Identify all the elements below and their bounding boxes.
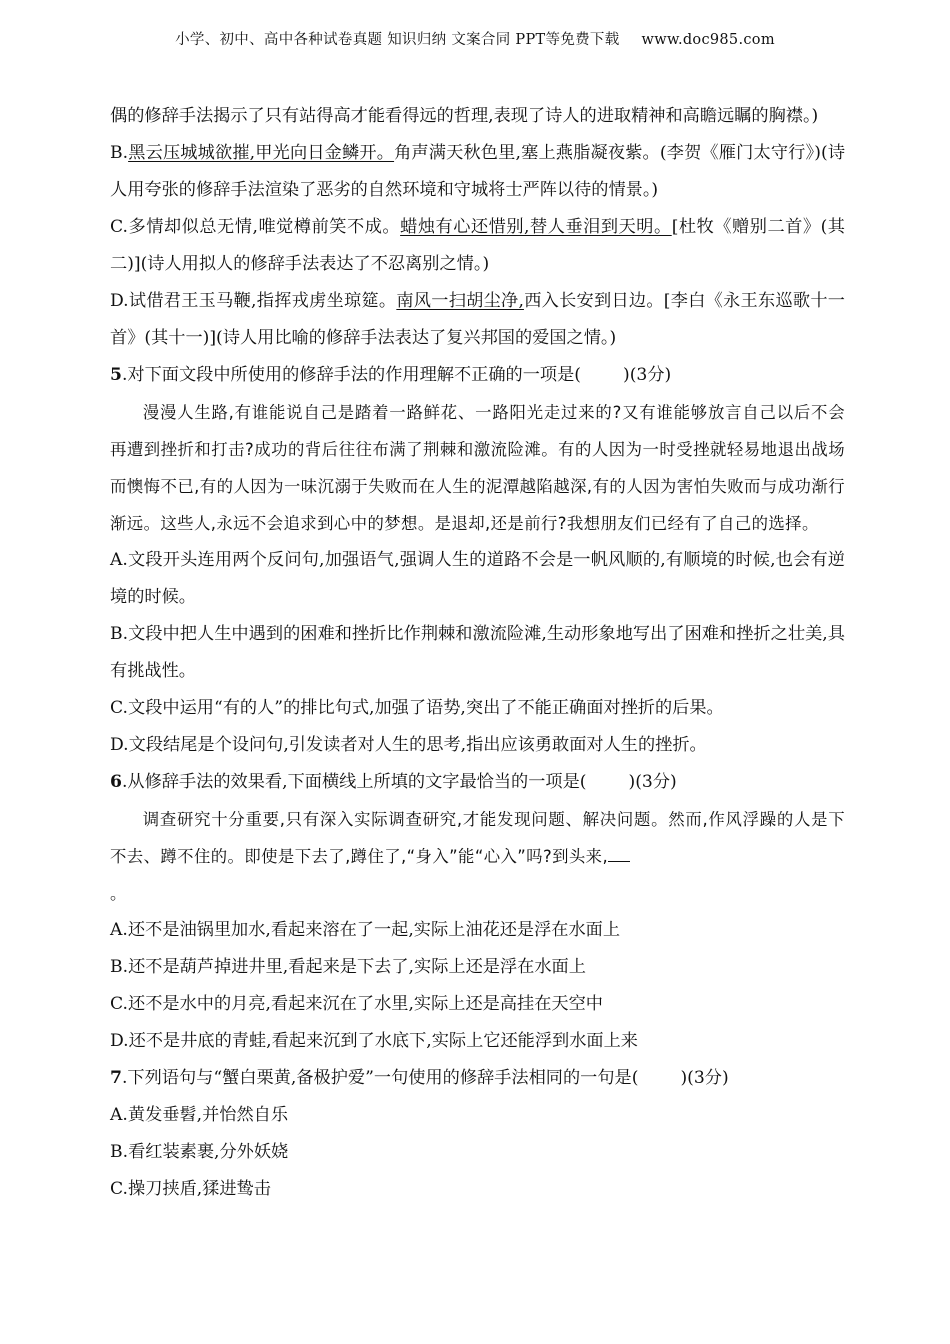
- q4-c-underlined: 蜡烛有心还惜别,替人垂泪到天明。: [400, 217, 672, 237]
- q6-stem-text: .从修辞手法的效果看,下面横线上所填的文字最恰当的一项是(: [121, 772, 587, 792]
- q5-option-a: A.文段开头连用两个反问句,加强语气,强调人生的道路不会是一帆风顺的,有顺境的时候,也会有逆境的时候。: [110, 550, 845, 607]
- q6-option-d: D.还不是井底的青蛙,看起来沉到了水底下,实际上它还能浮到水面上来: [110, 1031, 638, 1051]
- q6-stem-tail: )(3分): [628, 772, 677, 792]
- q4-c-pre: C.多情却似总无情,唯觉樽前笑不成。: [110, 217, 401, 237]
- header-url[interactable]: www.doc985.com: [641, 32, 775, 48]
- q4-c-rest: [杜牧《赠别二首》(其二)](诗人用拟人的修辞手法表达了不忍离别之情。): [110, 217, 845, 274]
- q5-stem-tail: )(3分): [623, 365, 672, 385]
- q6-option-b: B.还不是葫芦掉进井里,看起来是下去了,实际上还是浮在水面上: [110, 957, 586, 977]
- q5-stem: [110, 357, 845, 394]
- q4-option-b: [110, 135, 845, 209]
- q6-option-a: A.还不是油锅里加水,看起来溶在了一起,实际上油花还是浮在水面上: [110, 920, 621, 940]
- q5-passage: 漫漫人生路,有谁能说自己是踏着一路鲜花、一路阳光走过来的?又有谁能够放言自己以后不会再遭到挫折和打击?成功的背后往往布满了荆棘和激流险滩。有的人因为一时受挫就轻易地退出战场而懊悔不已,有的人因为一味沉溺于失败而在人生的泥潭越陷越深,有的人因为害怕失败而与成功渐行渐远。这些人,永远不会追求到心中的梦想。是退却,还是前行?我想朋友们已经有了自己的选择。: [110, 403, 845, 533]
- q5-stem-text: .对下面文段中所使用的修辞手法的作用理解不正确的一项是(: [121, 365, 582, 385]
- q6-stem: [110, 764, 845, 801]
- q7-option-b: B.看红装素裹,分外妖娆: [110, 1142, 289, 1162]
- q7-stem: [110, 1060, 845, 1097]
- q5-option-d: D.文段结尾是个设问句,引发读者对人生的思考,指出应该勇敢面对人生的挫折。: [110, 735, 707, 755]
- q6-option-c: C.还不是水中的月亮,看起来沉在了水里,实际上还是高挂在天空中: [110, 994, 603, 1014]
- q6-number: 6: [110, 772, 122, 792]
- document-body: [110, 98, 845, 1208]
- q4-d-pre: D.试借君王玉马鞭,指挥戎虏坐琼筵。: [110, 291, 397, 311]
- q7-option-a: A.黄发垂髫,并怡然自乐: [110, 1105, 289, 1125]
- page-header: [0, 28, 950, 49]
- header-text: 小学、初中、高中各种试卷真题 知识归纳 文案合同 PPT等免费下载: [175, 32, 620, 48]
- q4-option-d: [110, 283, 845, 357]
- q5-option-c: C.文段中运用“有的人”的排比句式,加强了语势,突出了不能正确面对挫折的后果。: [110, 698, 724, 718]
- q7-number: 7: [110, 1068, 122, 1088]
- q5-number: 5: [110, 365, 122, 385]
- q4-d-underlined: 南风一扫胡尘净,: [396, 291, 524, 311]
- q4-b-underlined: 黑云压城城欲摧,甲光向日金鳞开。: [128, 143, 395, 163]
- q5-option-b: B.文段中把人生中遇到的困难和挫折比作荆棘和激流险滩,生动形象地写出了困难和挫折之壮美,具有挑战性。: [110, 624, 845, 681]
- answer-blank: [608, 847, 630, 862]
- q4-b-label: B.: [110, 143, 129, 163]
- q7-stem-tail: )(3分): [680, 1068, 729, 1088]
- continued-text: 偶的修辞手法揭示了只有站得高才能看得远的哲理,表现了诗人的进取精神和高瞻远瞩的胸襟。): [110, 106, 819, 126]
- q7-option-c: C.操刀挟盾,猱进鸷击: [110, 1179, 271, 1199]
- q6-passage-text: 调查研究十分重要,只有深入实际调查研究,才能发现问题、解决问题。然而,作风浮躁的人是下不去、蹲不住的。即使是下去了,蹲住了,“身入”能“心入”吗?到头来,: [110, 810, 845, 866]
- q7-stem-text: .下列语句与“蟹白栗黄,备极护爱”一句使用的修辞手法相同的一句是(: [121, 1068, 639, 1088]
- q4-option-c: [110, 209, 845, 283]
- q6-passage-end: 。: [110, 884, 127, 903]
- q6-passage: [110, 801, 845, 912]
- q4-d-rest: 西入长安到日边。[李白《永王东巡歌十一首》(其十一)](诗人用比喻的修辞手法表达了复兴邦国的爱国之情。): [110, 291, 845, 348]
- q4-b-rest: 角声满天秋色里,塞上燕脂凝夜紫。(李贺《雁门太守行》)(诗人用夸张的修辞手法渲染了恶劣的自然环境和守城将士严阵以待的情景。): [110, 143, 846, 200]
